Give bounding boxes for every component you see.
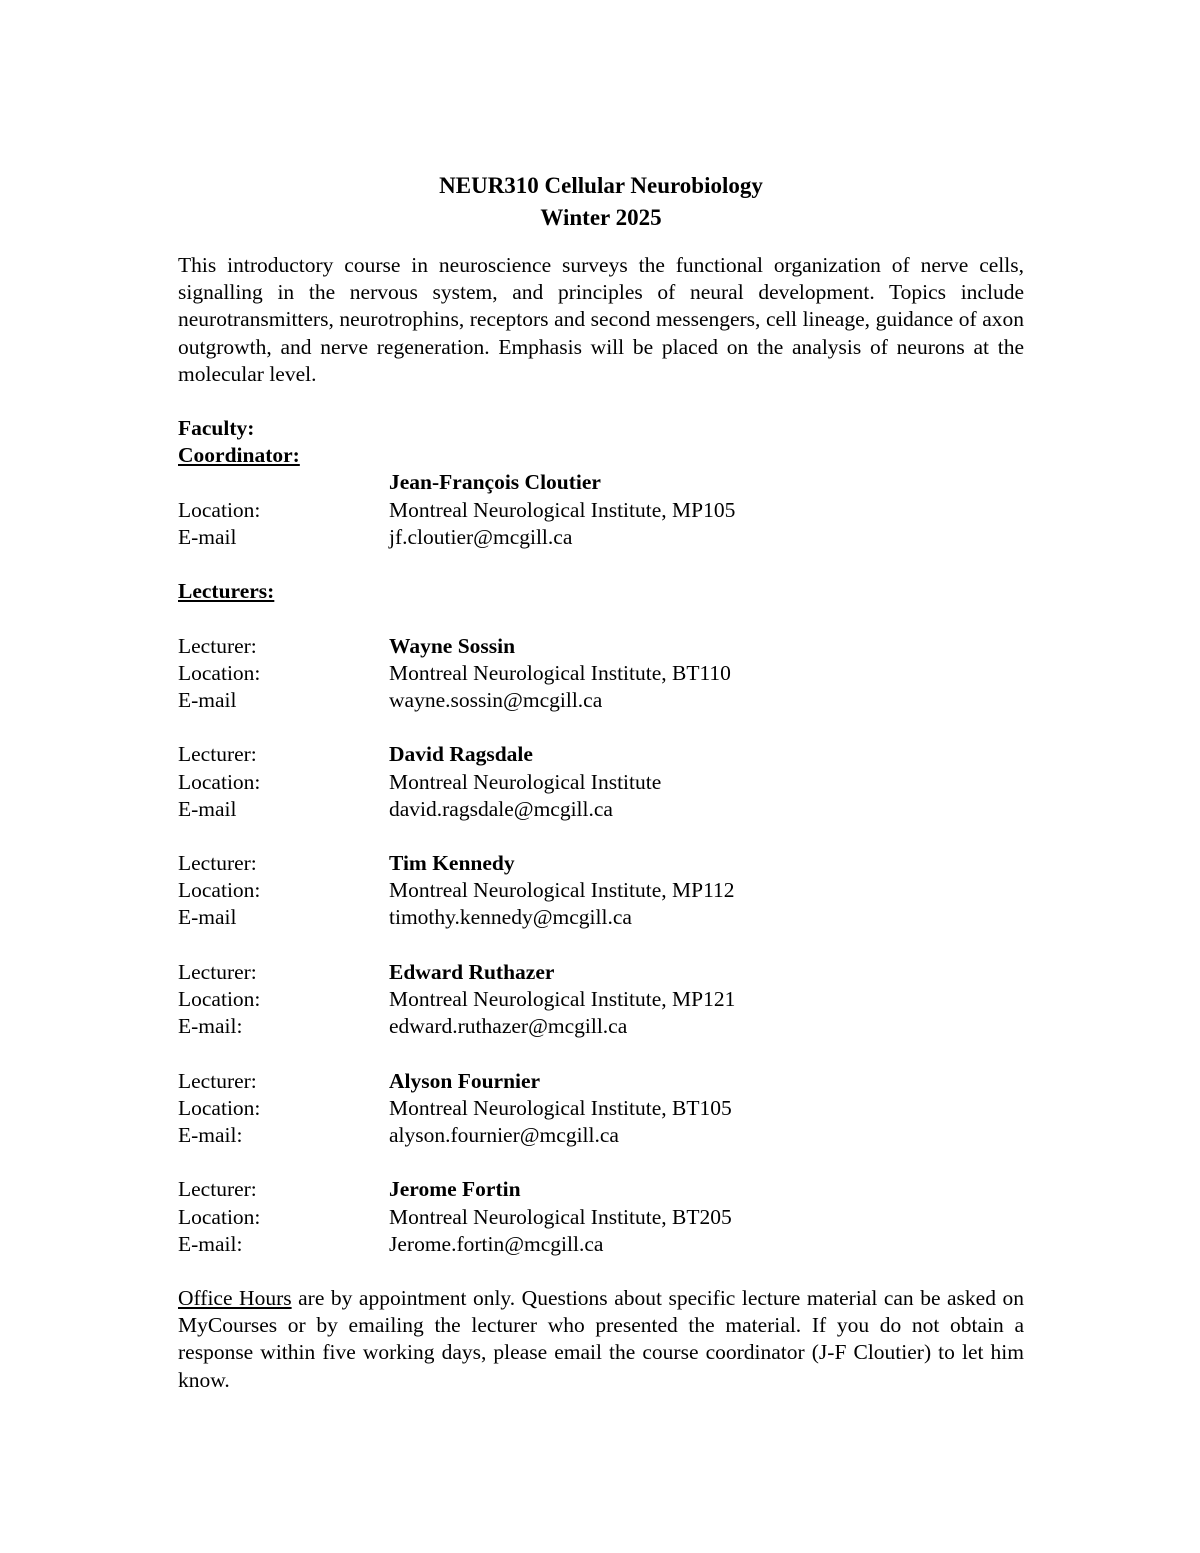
lecturer-location-label: Location:: [178, 1095, 261, 1120]
lecturer-role-label: Lecturer:: [178, 1068, 257, 1093]
lecturer-location-row: [178, 986, 1024, 1013]
lecturer-name: Tim Kennedy: [389, 851, 515, 876]
lecturer-location: Montreal Neurological Institute, MP121: [389, 987, 736, 1011]
lecturer-name-row: [178, 959, 1024, 986]
coordinator-name-row: [178, 469, 1024, 496]
office-hours-label: Office Hours: [178, 1286, 292, 1311]
lecturer-block: [178, 741, 1024, 823]
lecturer-email: timothy.kennedy@mcgill.ca: [389, 905, 632, 930]
lecturer-name: David Ragsdale: [389, 742, 533, 767]
course-title: NEUR310 Cellular Neurobiology: [439, 173, 763, 198]
lecturer-email: wayne.sossin@mcgill.ca: [389, 687, 603, 712]
lecturer-email: edward.ruthazer@mcgill.ca: [389, 1014, 628, 1039]
coordinator-email-label: E-mail: [178, 524, 237, 549]
lecturer-location-row: [178, 877, 1024, 904]
lecturer-location: Montreal Neurological Institute, MP112: [389, 878, 735, 903]
course-description: This introductory course in neuroscience surveys the functional organization of nerve cells, signalling in the nervous system, and principles of neural development. Topics include neurotransmitters, neurotrophins, receptors and second messengers, cell lineage, guidance of axon outgrowth, and nerve regeneration. Emphasis will be placed on the analysis of neurons at the molecular level.: [178, 253, 1024, 386]
lecturer-block: [178, 850, 1024, 932]
lecturer-location-label: Location:: [178, 769, 261, 794]
faculty-section: [178, 415, 1024, 551]
lecturer-email-row: [178, 1122, 1024, 1149]
lecturer-name: Alyson Fournier: [389, 1068, 541, 1093]
lecturer-email-label: E-mail:: [178, 1014, 243, 1039]
lecturer-location-label: Location:: [178, 878, 261, 903]
course-term: Winter 2025: [540, 205, 662, 230]
coordinator-location-label: Location:: [178, 497, 261, 522]
lecturer-location-row: [178, 1095, 1024, 1122]
office-hours-paragraph: [178, 1285, 1024, 1394]
faculty-heading: Faculty:: [178, 416, 255, 441]
lecturer-name-row: [178, 633, 1024, 660]
lecturer-email-label: E-mail: [178, 905, 237, 930]
lecturer-email-row: [178, 796, 1024, 823]
lecturer-role-label: Lecturer:: [178, 1177, 257, 1202]
lecturer-name-row: [178, 1176, 1024, 1203]
lecturer-location: Montreal Neurological Institute, BT205: [389, 1204, 732, 1229]
lecturer-location: Montreal Neurological Institute: [389, 769, 662, 794]
lecturer-email-row: [178, 904, 1024, 931]
office-hours-text: are by appointment only. Questions about specific lecture material can be asked on MyCourses or by emailing the lecturer who presented the material. If you do not obtain a response within five working days, please email the course coordinator (J-F Cloutier) to let him know.: [178, 1286, 1024, 1392]
lecturer-name-row: [178, 741, 1024, 768]
lecturer-email-row: [178, 687, 1024, 714]
coordinator-email-row: [178, 524, 1024, 551]
lecturer-email: david.ragsdale@mcgill.ca: [389, 796, 613, 821]
lecturer-location-row: [178, 769, 1024, 796]
lecturer-location: Montreal Neurological Institute, BT110: [389, 660, 731, 685]
lecturer-email: Jerome.fortin@mcgill.ca: [389, 1231, 604, 1256]
lecturer-email-row: [178, 1013, 1024, 1040]
lecturer-location-row: [178, 660, 1024, 687]
lecturer-email-label: E-mail:: [178, 1231, 243, 1256]
lecturer-location-label: Location:: [178, 660, 261, 685]
lecturer-email-label: E-mail:: [178, 1122, 243, 1147]
syllabus-page: [178, 170, 1024, 1394]
coordinator-email: jf.cloutier@mcgill.ca: [389, 524, 573, 549]
coordinator-heading: Coordinator:: [178, 443, 300, 468]
lecturer-role-label: Lecturer:: [178, 959, 257, 984]
lecturer-name: Jerome Fortin: [389, 1177, 521, 1202]
lecturer-email-label: E-mail: [178, 687, 237, 712]
coordinator-location: Montreal Neurological Institute, MP105: [389, 497, 736, 522]
lecturer-location-label: Location:: [178, 987, 261, 1011]
lecturers-heading: Lecturers:: [178, 579, 275, 604]
lecturer-name-row: [178, 1068, 1024, 1095]
coordinator-name: Jean-François Cloutier: [389, 470, 601, 495]
lecturer-role-label: Lecturer:: [178, 742, 257, 767]
lecturer-location: Montreal Neurological Institute, BT105: [389, 1095, 732, 1120]
lecturer-role-label: Lecturer:: [178, 633, 257, 658]
lecturer-email-label: E-mail: [178, 796, 237, 821]
lecturer-name-row: [178, 850, 1024, 877]
lecturer-block: [178, 1068, 1024, 1150]
lecturer-block: [178, 633, 1024, 715]
coordinator-block: [178, 469, 1024, 551]
lecturer-email-row: [178, 1231, 1024, 1258]
lecturer-email: alyson.fournier@mcgill.ca: [389, 1122, 619, 1147]
lecturer-name: Edward Ruthazer: [389, 959, 555, 984]
coordinator-location-row: [178, 497, 1024, 524]
lecturer-role-label: Lecturer:: [178, 851, 257, 876]
lecturer-location-label: Location:: [178, 1204, 261, 1229]
lecturer-name: Wayne Sossin: [389, 633, 516, 658]
coordinator-name-label: [178, 469, 389, 496]
lecturer-block: [178, 1176, 1024, 1258]
lecturer-location-row: [178, 1204, 1024, 1231]
lecturer-block: [178, 959, 1024, 1041]
lecturer-list: [178, 633, 1024, 1258]
